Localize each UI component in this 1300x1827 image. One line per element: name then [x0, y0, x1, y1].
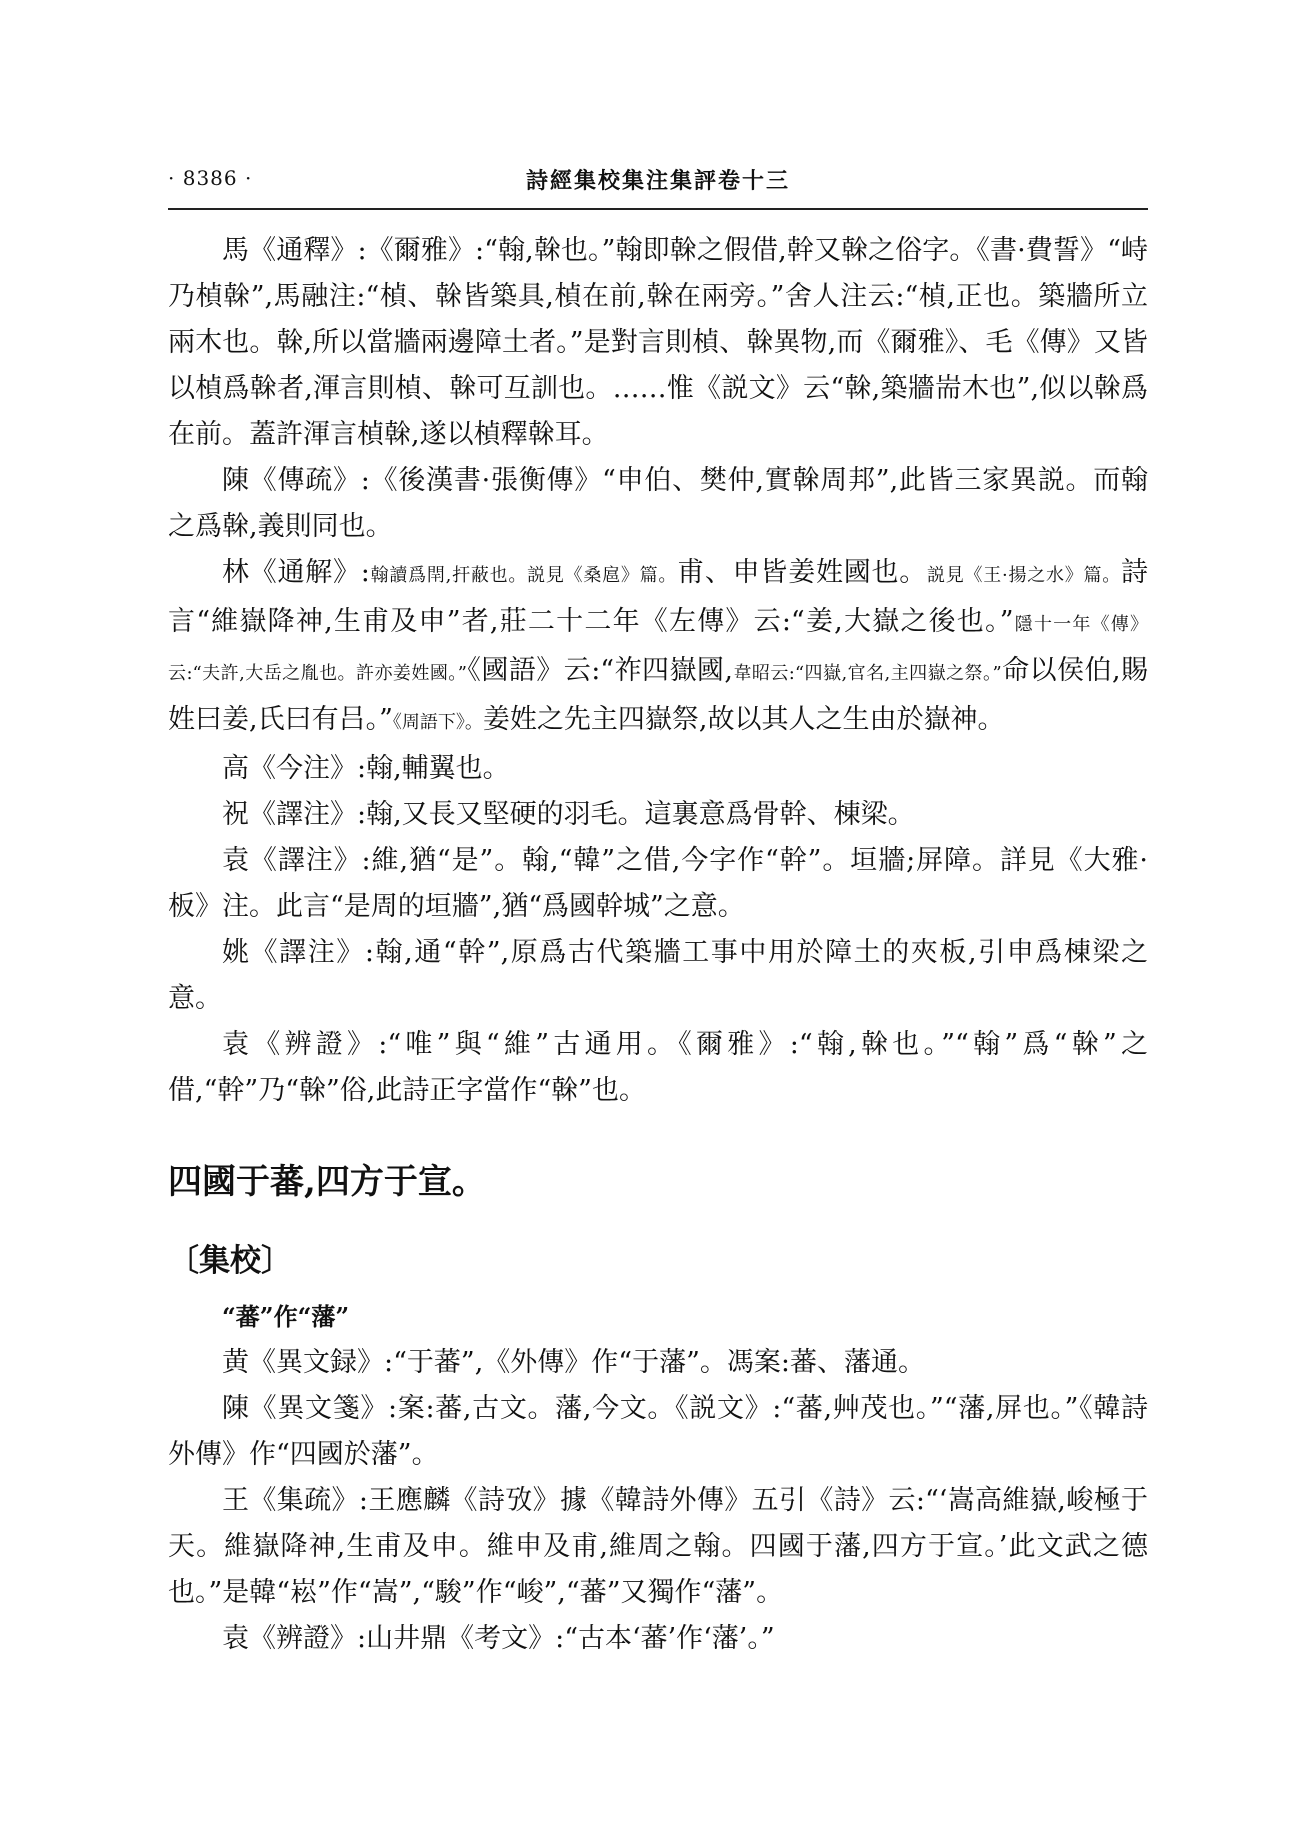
text-segment: 陳《異文箋》:案:蕃,古文。藩,今文。《説文》:“蕃,艸茂也。”“藩,屏也。”《韓詩外傳》作“四國於藩”。	[168, 1393, 1148, 1470]
inline-note: 説見《王·揚之水》篇。	[926, 565, 1121, 586]
text-segment: 袁《譯注》:維,猶“是”。翰,“韓”之借,今字作“幹”。垣牆;屏障。詳見《大雅·板》注。此言“是周的垣牆”,猶“爲國幹城”之意。	[168, 845, 1148, 922]
sub-heading: “蕃”作“藩”	[222, 1302, 350, 1331]
text-segment: 林《通解》:	[222, 557, 370, 588]
paragraph	[168, 1022, 1148, 1114]
inline-note: 《周語下》。	[392, 712, 483, 733]
page-body	[168, 228, 1148, 1662]
paragraph	[168, 792, 1148, 838]
collation-block	[168, 1340, 1148, 1662]
text-segment: 命以侯伯,賜姓曰姜,氏曰有吕。”	[168, 655, 1148, 735]
paragraph	[168, 458, 1148, 550]
verse-line: 四國于蕃,四方于宣。	[168, 1162, 486, 1202]
section-heading: 〔集校〕	[168, 1243, 292, 1279]
text-segment: 袁《辨證》:山井鼎《考文》:“古本‘蕃’作‘藩’。”	[222, 1623, 775, 1654]
paragraph	[168, 746, 1148, 792]
paragraph	[168, 1386, 1148, 1478]
text-segment: 馬《通釋》:《爾雅》:“翰,榦也。”翰即榦之假借,幹又榦之俗字。《書·費誓》“峙乃楨榦”,馬融注:“楨、榦皆築具,楨在前,榦在兩旁。”舍人注云:“楨,正也。築牆所立兩木也。榦,所以當牆兩邊障土者。”是對言則楨、榦異物,而《爾雅》、毛《傳》又皆以楨爲榦者,渾言則楨、榦可互訓也。……惟《説文》云“榦,築牆耑木也”,似以榦爲在前。蓋許渾言楨榦,遂以楨釋榦耳。	[168, 235, 1148, 450]
page-number: · 8386 ·	[168, 166, 253, 190]
text-segment: 甫、申皆姜姓國也。	[677, 557, 927, 588]
text-segment: 陳《傳疏》:《後漢書·張衡傳》“申伯、樊仲,實榦周邦”,此皆三家異説。而翰之爲榦,義則同也。	[168, 465, 1148, 542]
text-segment: 王《集疏》:王應麟《詩攷》據《韓詩外傳》五引《詩》云:“‘嵩高維嶽,峻極于天。維嶽降神,生甫及申。維申及甫,維周之翰。四國于藩,四方于宣。’此文武之德也。”是韓“崧”作“嵩”,“駿”作“峻”,“蕃”又獨作“藩”。	[168, 1485, 1148, 1608]
text-segment: 詩言“維嶽降神,生甫及申”者,莊二十二年《左傳》云:“姜,大嶽之後也。”	[168, 557, 1148, 637]
text-segment: 袁《辨證》:“唯”與“維”古通用。《爾雅》:“翰,榦也。”“翰”爲“榦”之借,“幹”乃“榦”俗,此詩正字當作“榦”也。	[168, 1029, 1148, 1106]
paragraph	[168, 1478, 1148, 1616]
inline-note: 隱十一年《傳》云:“夫許,大岳之胤也。許亦姜姓國。”	[168, 614, 1149, 684]
page-header	[168, 160, 1148, 200]
paragraph	[168, 550, 1148, 746]
inline-note: 韋昭云:“四嶽,官名,主四嶽之祭。”	[732, 663, 1002, 684]
text-segment: 姚《譯注》:翰,通“幹”,原爲古代築牆工事中用於障土的夾板,引申爲棟梁之意。	[168, 937, 1148, 1014]
inline-note: 翰讀爲閈,扞蔽也。説見《桑扈》篇。	[369, 565, 678, 586]
paragraph	[168, 1616, 1148, 1662]
text-segment: 姜姓之先主四嶽祭,故以其人之生由於嶽神。	[482, 704, 1005, 735]
text-segment: 黄《異文録》:“于蕃”,《外傳》作“于藩”。馮案:蕃、藩通。	[222, 1347, 925, 1378]
header-rule	[168, 208, 1148, 210]
paragraph	[168, 1340, 1148, 1386]
paragraph	[168, 930, 1148, 1022]
paragraph	[168, 228, 1148, 458]
text-segment: 祝《譯注》:翰,又長又堅硬的羽毛。這裏意爲骨幹、棟梁。	[222, 799, 915, 830]
paragraph	[168, 838, 1148, 930]
text-segment: 高《今注》:翰,輔翼也。	[222, 753, 510, 784]
commentary-block	[168, 228, 1148, 1114]
running-title: 詩經集校集注集評卷十三	[525, 168, 790, 194]
text-segment: 《國語》云:“祚四嶽國,	[466, 655, 733, 686]
